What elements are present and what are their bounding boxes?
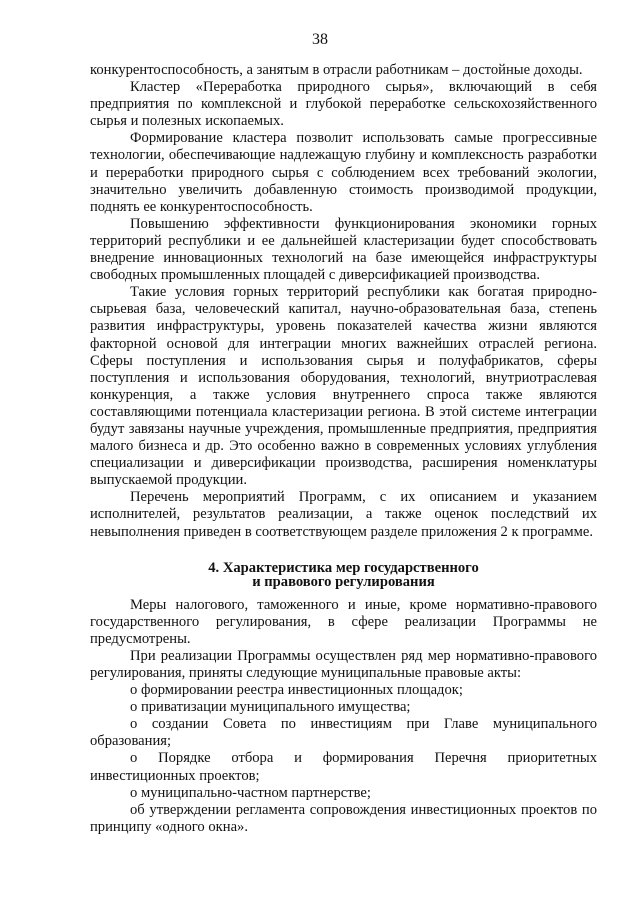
legal-act-item: о приватизации муниципального имущества; bbox=[130, 699, 411, 716]
paragraph-cluster-raw-materials: Кластер «Переработка природного сырья», включающий в себя предприятия по комплексной и глубокой переработке сельскохозяйственного сырья и полезных ископаемых. bbox=[90, 79, 597, 130]
section-heading-line-1: 4. Характеристика мер государственного bbox=[208, 559, 479, 576]
paragraph-legal-acts-intro: При реализации Программы осуществлен ряд мер нормативно-правового регулирования, приняты следующие муниципальные правовые акты: bbox=[90, 647, 597, 681]
legal-act-item: о муниципально-частном партнерстве; bbox=[130, 784, 371, 801]
legal-act-item: об утверждении регламента сопровождения инвестиционных проектов по принципу «одного окна». bbox=[90, 801, 597, 835]
page-body bbox=[90, 62, 597, 836]
paragraph-mountain-territories: Такие условия горных территорий республики как богатая природно-сырьевая база, человеческий капитал, научно-образовательная база, степень развития инфраструктуры, уровень показателей качества жизни являются факторной основой для интеграции многих важнейших отраслей региона. Сферы поступления и использования сырья и полуфабрикатов, сферы поступления и использования оборудования, технологий, внутриотраслевая конкуренция, а также условия внутреннего спроса также являются составляющими потенциала кластеризации региона. В этой системе интеграции будут завязаны научные учреждения, промышленные предприятия, предприятия малого бизнеса и др. Это особенно важно в современных условиях углубления специализации и диверсификации производства, расширения номенклатуры выпускаемой продукции. bbox=[90, 284, 597, 489]
legal-act-item: о Порядке отбора и формирования Перечня приоритетных инвестиционных проектов; bbox=[90, 750, 597, 784]
paragraph-program-measures: Перечень мероприятий Программ, с их описанием и указанием исполнителей, результатов реализации, а также оценок последствий их невыполнения приведен в соответствующем разделе приложения 2 к программе. bbox=[90, 489, 597, 540]
legal-act-item: о создании Совета по инвестициям при Главе муниципального образования; bbox=[90, 716, 597, 750]
legal-act-item: о формировании реестра инвестиционных площадок; bbox=[130, 682, 463, 699]
paragraph-efficiency: Повышению эффективности функционирования экономики горных территорий республики и ее дальнейшей кластеризации будет способствовать внедрение инновационных технологий на базе имеющейся инфраструктуры свободных промышленных площадей с диверсификацией производства. bbox=[90, 215, 597, 284]
section-heading bbox=[90, 561, 597, 589]
section-heading-line-2: и правового регулирования bbox=[252, 573, 435, 590]
paragraph-competitiveness: конкурентоспособность, а занятым в отрасли работникам – достойные доходы. bbox=[90, 62, 583, 78]
paragraph-cluster-formation: Формирование кластера позволит использовать самые прогрессивные технологии, обеспечивающие надлежащую глубину и комплексность разработки и переработки природного сырья с соблюдением всех требований экологии, значительно увеличить добавленную стоимость производимой продукции, поднять ее конкурентоспособность. bbox=[90, 130, 597, 215]
paragraph-other-measures: Меры налогового, таможенного и иные, кроме нормативно-правового государственного регулирования, в сфере реализации Программы не предусмотрены. bbox=[90, 596, 597, 647]
page-number: 38 bbox=[312, 31, 328, 48]
